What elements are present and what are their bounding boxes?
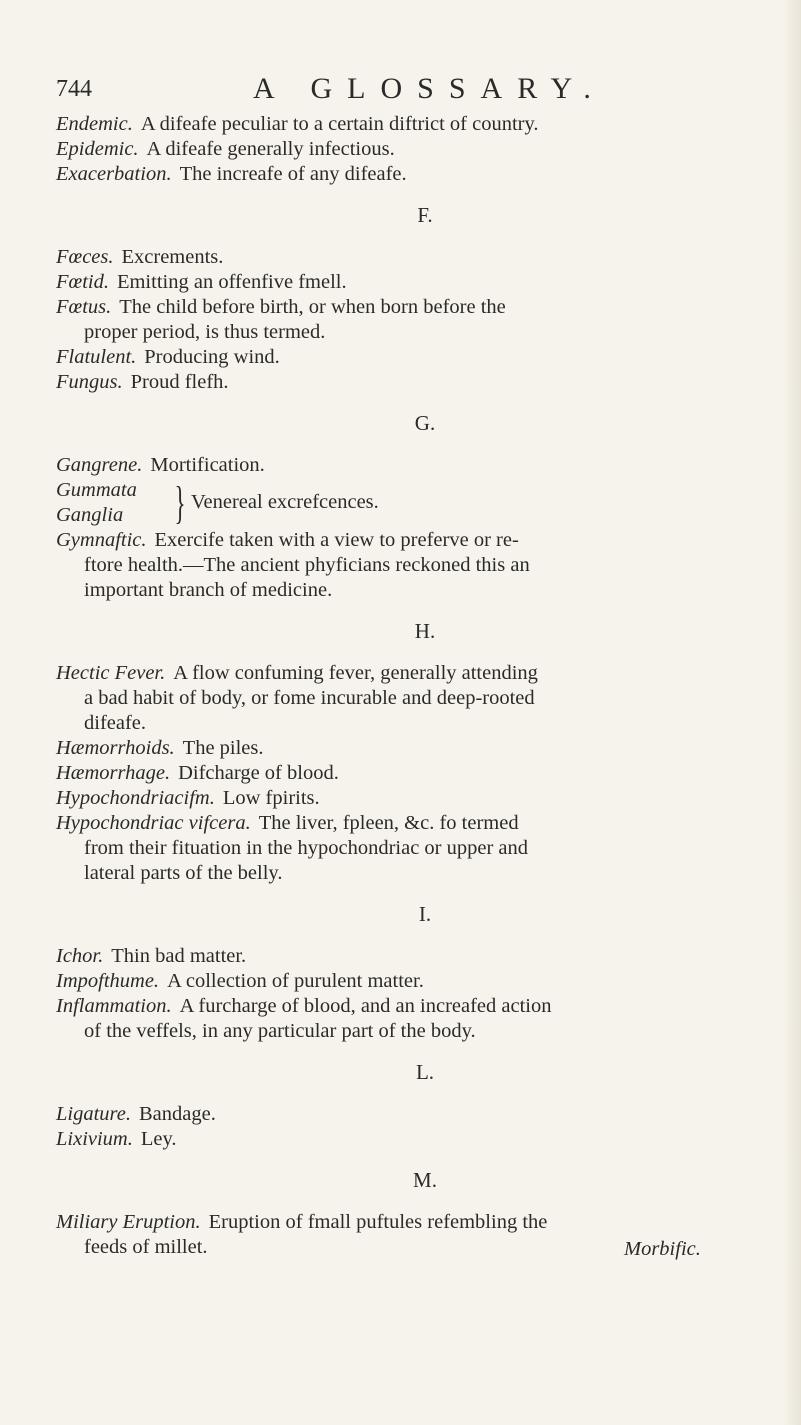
right-brace-icon: }	[174, 477, 186, 528]
entry-term: Hypochondriac vifcera.	[56, 812, 251, 834]
entry-definition: The child before birth, or when born before the	[119, 296, 506, 318]
entry-term: Impofthume.	[56, 970, 160, 992]
section-F	[56, 245, 776, 395]
entry-definition-continued: a bad habit of body, or fome incurable and deep-rooted	[84, 687, 535, 709]
entry-term: Lixivium.	[56, 1128, 133, 1150]
entry-term: Fœtus.	[56, 296, 112, 318]
glossary-entry	[56, 453, 776, 478]
letter-heading-L: L.	[415, 1060, 435, 1084]
entry-definition: Venereal excrefcences.	[191, 491, 379, 513]
entry-definition: A difeafe generally infectious.	[146, 138, 395, 160]
entry-definition: The piles.	[182, 737, 264, 759]
entry-definition: A collection of purulent matter.	[167, 970, 424, 992]
section-G	[56, 528, 776, 603]
catchword: Morbific.	[624, 1238, 701, 1260]
entry-term: Ganglia	[56, 504, 124, 526]
glossary-entry	[56, 528, 776, 603]
entry-definition: Difcharge of blood.	[178, 762, 339, 784]
glossary-entry	[56, 761, 776, 786]
section-I	[56, 944, 776, 1044]
entry-term: Ligature.	[56, 1103, 131, 1125]
entry-term: Gangrene.	[56, 454, 143, 476]
letter-heading-H: H.	[414, 619, 436, 643]
entry-definition-continued: ftore health.—The ancient phyficians reckoned this an	[84, 554, 530, 576]
glossary-entry	[56, 1127, 776, 1152]
letter-heading-M: M.	[413, 1168, 437, 1192]
glossary-entry	[56, 811, 776, 886]
entry-definition: A difeafe peculiar to a certain diftrict of country.	[140, 113, 539, 135]
entry-term: Fœces.	[56, 246, 114, 268]
page-header	[56, 72, 771, 112]
entry-definition-continued: from their fituation in the hypochondriac or upper and	[84, 837, 529, 859]
bracketed-entry	[56, 478, 776, 528]
glossary-entry	[56, 969, 776, 994]
entry-term: Ichor.	[56, 945, 104, 967]
entry-term: Gummata	[56, 479, 137, 501]
entry-term: Flatulent.	[56, 346, 137, 368]
letter-heading-I: I.	[418, 902, 432, 926]
entry-definition: Eruption of fmall puftules refembling the	[208, 1211, 548, 1233]
glossary-entry	[56, 270, 776, 295]
glossary-entry	[56, 295, 776, 345]
glossary-entry	[56, 1102, 776, 1127]
glossary-entry	[56, 245, 776, 270]
entry-term: Fungus.	[56, 371, 123, 393]
section-E	[56, 112, 776, 187]
glossary-entry	[56, 370, 776, 395]
entry-definition-continued: proper period, is thus termed.	[84, 321, 326, 343]
entry-definition: The liver, fpleen, &c. fo termed	[258, 812, 519, 834]
entry-term: Hæmorrhage.	[56, 762, 171, 784]
entry-definition-continued: feeds of millet.	[84, 1236, 208, 1258]
entry-term: Miliary Eruption.	[56, 1211, 201, 1233]
letter-heading-F: F.	[417, 203, 433, 227]
entry-definition-continued: important branch of medicine.	[84, 579, 333, 601]
entry-term: Fœtid.	[56, 271, 109, 293]
running-title: A GLOSSARY.	[253, 72, 606, 105]
entry-definition: A flow confuming fever, generally attending	[173, 662, 538, 684]
entry-definition: Bandage.	[138, 1103, 216, 1125]
glossary-entry	[56, 345, 776, 370]
page-number: 744	[56, 76, 92, 102]
entry-definition: Exercife taken with a view to preferve or re-	[154, 529, 519, 551]
glossary-entry	[56, 137, 776, 162]
entry-definition: Emitting an offenfive fmell.	[116, 271, 347, 293]
entry-definition: Thin bad matter.	[111, 945, 247, 967]
glossary-entry	[56, 661, 776, 736]
glossary-entry	[56, 786, 776, 811]
entry-term: Epidemic.	[56, 138, 139, 160]
entry-definition: Producing wind.	[144, 346, 280, 368]
section-L	[56, 1102, 776, 1152]
glossary-entry	[56, 112, 776, 137]
section-H	[56, 661, 776, 886]
entry-definition: Proud flefh.	[130, 371, 229, 393]
entry-definition-continued: lateral parts of the belly.	[84, 862, 283, 884]
glossary-entry	[56, 162, 776, 187]
glossary-entry	[56, 736, 776, 761]
entry-definition: Ley.	[140, 1128, 177, 1150]
entry-term: Hypochondriacifm.	[56, 787, 215, 809]
glossary-body	[56, 112, 776, 1260]
glossary-entry	[56, 994, 776, 1044]
entry-definition: Low fpirits.	[222, 787, 320, 809]
page-edge	[783, 0, 801, 1425]
glossary-entry	[56, 944, 776, 969]
entry-term: Hæmorrhoids.	[56, 737, 175, 759]
entry-definition-continued: difeafe.	[84, 712, 147, 734]
entry-definition: Mortification.	[150, 454, 265, 476]
entry-term: Exacerbation.	[56, 163, 172, 185]
letter-heading-G: G.	[414, 411, 436, 435]
entry-term: Hectic Fever.	[56, 662, 166, 684]
entry-definition: A furcharge of blood, and an increafed action	[179, 995, 552, 1017]
entry-definition: The increafe of any difeafe.	[179, 163, 407, 185]
entry-term: Inflammation.	[56, 995, 172, 1017]
entry-term: Gymnaftic.	[56, 529, 147, 551]
entry-definition-continued: of the veffels, in any particular part of the body.	[84, 1020, 476, 1042]
entry-term: Endemic.	[56, 113, 133, 135]
entry-definition: Excrements.	[121, 246, 224, 268]
